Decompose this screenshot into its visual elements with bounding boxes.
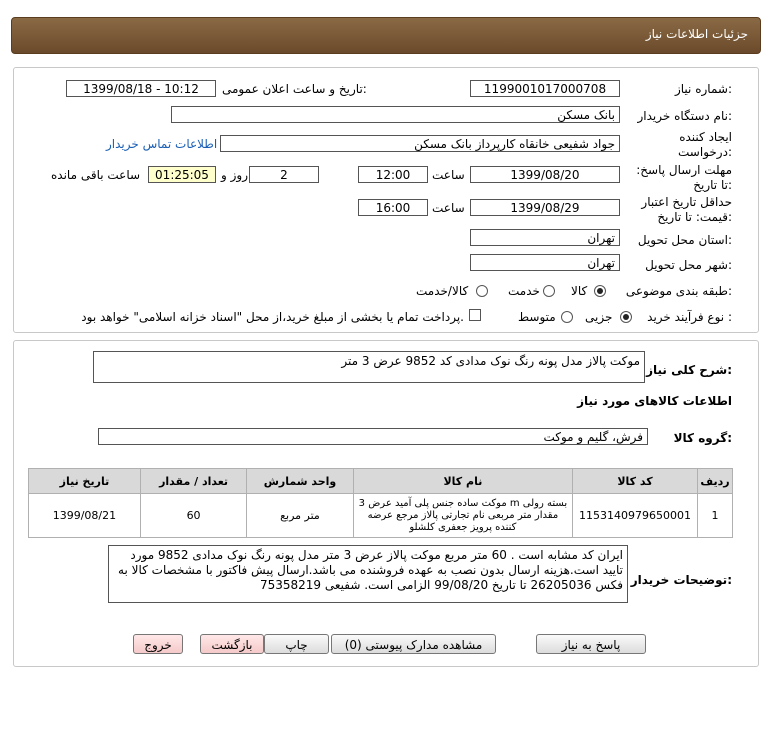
process-radio-minor[interactable] bbox=[620, 309, 632, 323]
category-option-both: کالا/خدمت bbox=[416, 284, 469, 298]
category-radio-both[interactable] bbox=[476, 283, 488, 297]
process-option-medium: متوسط bbox=[518, 310, 556, 324]
table-row bbox=[29, 494, 733, 538]
remaining-time-field: 01:25:05 bbox=[148, 166, 216, 183]
days-field: 2 bbox=[249, 166, 319, 183]
table-header-row bbox=[29, 469, 733, 494]
process-type-label: نوع فرآیند خرید : bbox=[647, 310, 732, 324]
remaining-time-label: ساعت باقی مانده bbox=[51, 168, 141, 182]
col-goods-code: کد کالا bbox=[573, 469, 698, 494]
validity-time-field: 16:00 bbox=[358, 199, 428, 216]
view-attachments-button[interactable]: مشاهده مدارک پیوستی (0) bbox=[331, 634, 496, 654]
validity-time-label: ساعت bbox=[432, 201, 465, 215]
cell-unit: متر مربع bbox=[247, 494, 353, 538]
category-option-service: خدمت bbox=[508, 284, 540, 298]
radio-selected-icon bbox=[620, 311, 632, 323]
cell-row-number: 1 bbox=[697, 494, 732, 538]
validity-label: حداقل تاریخ اعتبار قیمت: تا تاریخ: bbox=[641, 195, 732, 224]
col-quantity: تعداد / مقدار bbox=[140, 469, 246, 494]
city-label: شهر محل تحویل: bbox=[645, 258, 732, 272]
radio-icon bbox=[543, 285, 555, 297]
treasury-payment-note: پرداخت تمام یا بخشی از مبلغ خرید،از محل "اسناد خزانه اسلامی" خواهد بود. bbox=[81, 310, 464, 324]
need-number-field: 1199001017000708 bbox=[470, 80, 620, 97]
category-radio-goods[interactable] bbox=[594, 283, 606, 297]
back-button[interactable]: بازگشت bbox=[200, 634, 264, 654]
creator-label: ایجاد کننده درخواست: bbox=[678, 130, 732, 159]
col-row-number: ردیف bbox=[697, 469, 732, 494]
reply-deadline-label: مهلت ارسال پاسخ: تا تاریخ: bbox=[636, 163, 732, 192]
goods-group-label: گروه کالا: bbox=[673, 431, 732, 445]
col-goods-name: نام کالا bbox=[353, 469, 572, 494]
province-field: تهران bbox=[470, 229, 620, 246]
cell-need-date: 1399/08/21 bbox=[29, 494, 141, 538]
goods-section-title: اطلاعات کالاهای مورد نیاز bbox=[577, 394, 732, 408]
col-need-date: تاریخ نیاز bbox=[29, 469, 141, 494]
days-label: روز و bbox=[221, 168, 248, 182]
buyer-org-label: نام دستگاه خریدار: bbox=[637, 109, 732, 123]
reply-date-field: 1399/08/20 bbox=[470, 166, 620, 183]
creator-field: جواد شفیعی خانقاه کارپرداز بانک مسکن bbox=[220, 135, 620, 152]
reply-time-label: ساعت bbox=[432, 168, 465, 182]
announce-field: 1399/08/18 - 10:12 bbox=[66, 80, 216, 97]
category-option-goods: کالا bbox=[571, 284, 588, 298]
need-number-label: شماره نیاز: bbox=[674, 82, 732, 96]
buyer-notes-label: توضیحات خریدار: bbox=[630, 573, 732, 587]
process-radio-medium[interactable] bbox=[561, 309, 573, 323]
reply-button[interactable]: پاسخ به نیاز bbox=[536, 634, 646, 654]
cell-quantity: 60 bbox=[140, 494, 246, 538]
print-button[interactable]: چاپ bbox=[264, 634, 329, 654]
buyer-notes-field: ایران کد مشابه است . 60 متر مربع موکت پالاز عرض 3 متر مدل پونه رنگ نوک مدادی 9852 مورد تایید است.هزینه ارسال بدون نصب به عهده فروشنده می باشد.ارسال پیش فاکتور با مشخصات کالا به فکس 26205036 تا تاریخ 99/08/20 الزامی است. شفیعی 75358219 bbox=[108, 545, 628, 603]
page-header bbox=[11, 17, 761, 54]
process-option-minor: جزیی bbox=[585, 310, 613, 324]
cell-goods-code: 1153140979650001 bbox=[573, 494, 698, 538]
reply-time-field: 12:00 bbox=[358, 166, 428, 183]
description-label: شرح کلی نیاز: bbox=[646, 363, 732, 377]
exit-button[interactable]: خروج bbox=[133, 634, 183, 654]
contact-info-link[interactable]: اطلاعات تماس خریدار bbox=[106, 137, 218, 151]
validity-date-field: 1399/08/29 bbox=[470, 199, 620, 216]
buyer-org-field: بانک مسکن bbox=[171, 106, 620, 123]
category-radio-service[interactable] bbox=[543, 283, 555, 297]
treasury-payment-checkbox[interactable] bbox=[469, 309, 481, 321]
goods-group-field: فرش، گلیم و موکت bbox=[98, 428, 648, 445]
province-label: استان محل تحویل: bbox=[637, 233, 732, 247]
cell-goods-name: موکت ساده جنس پلی آمید عرض 3 m بسته رولی مقدار متر مربعی نام تجارتی پالاز مرجع عرضه کننده پرویز جعفری کلشلو bbox=[353, 494, 572, 538]
radio-selected-icon bbox=[594, 285, 606, 297]
city-field: تهران bbox=[470, 254, 620, 271]
radio-icon bbox=[476, 285, 488, 297]
page-title: جزئیات اطلاعات نیاز bbox=[645, 27, 748, 41]
radio-icon bbox=[561, 311, 573, 323]
col-unit: واحد شمارش bbox=[247, 469, 353, 494]
description-field: موکت پالاز مدل پونه رنگ نوک مدادی کد 9852 عرض 3 متر bbox=[93, 351, 645, 383]
announce-label: تاریخ و ساعت اعلان عمومی: bbox=[222, 82, 367, 96]
category-label: طبقه بندی موضوعی: bbox=[625, 284, 732, 298]
goods-table bbox=[28, 468, 733, 538]
